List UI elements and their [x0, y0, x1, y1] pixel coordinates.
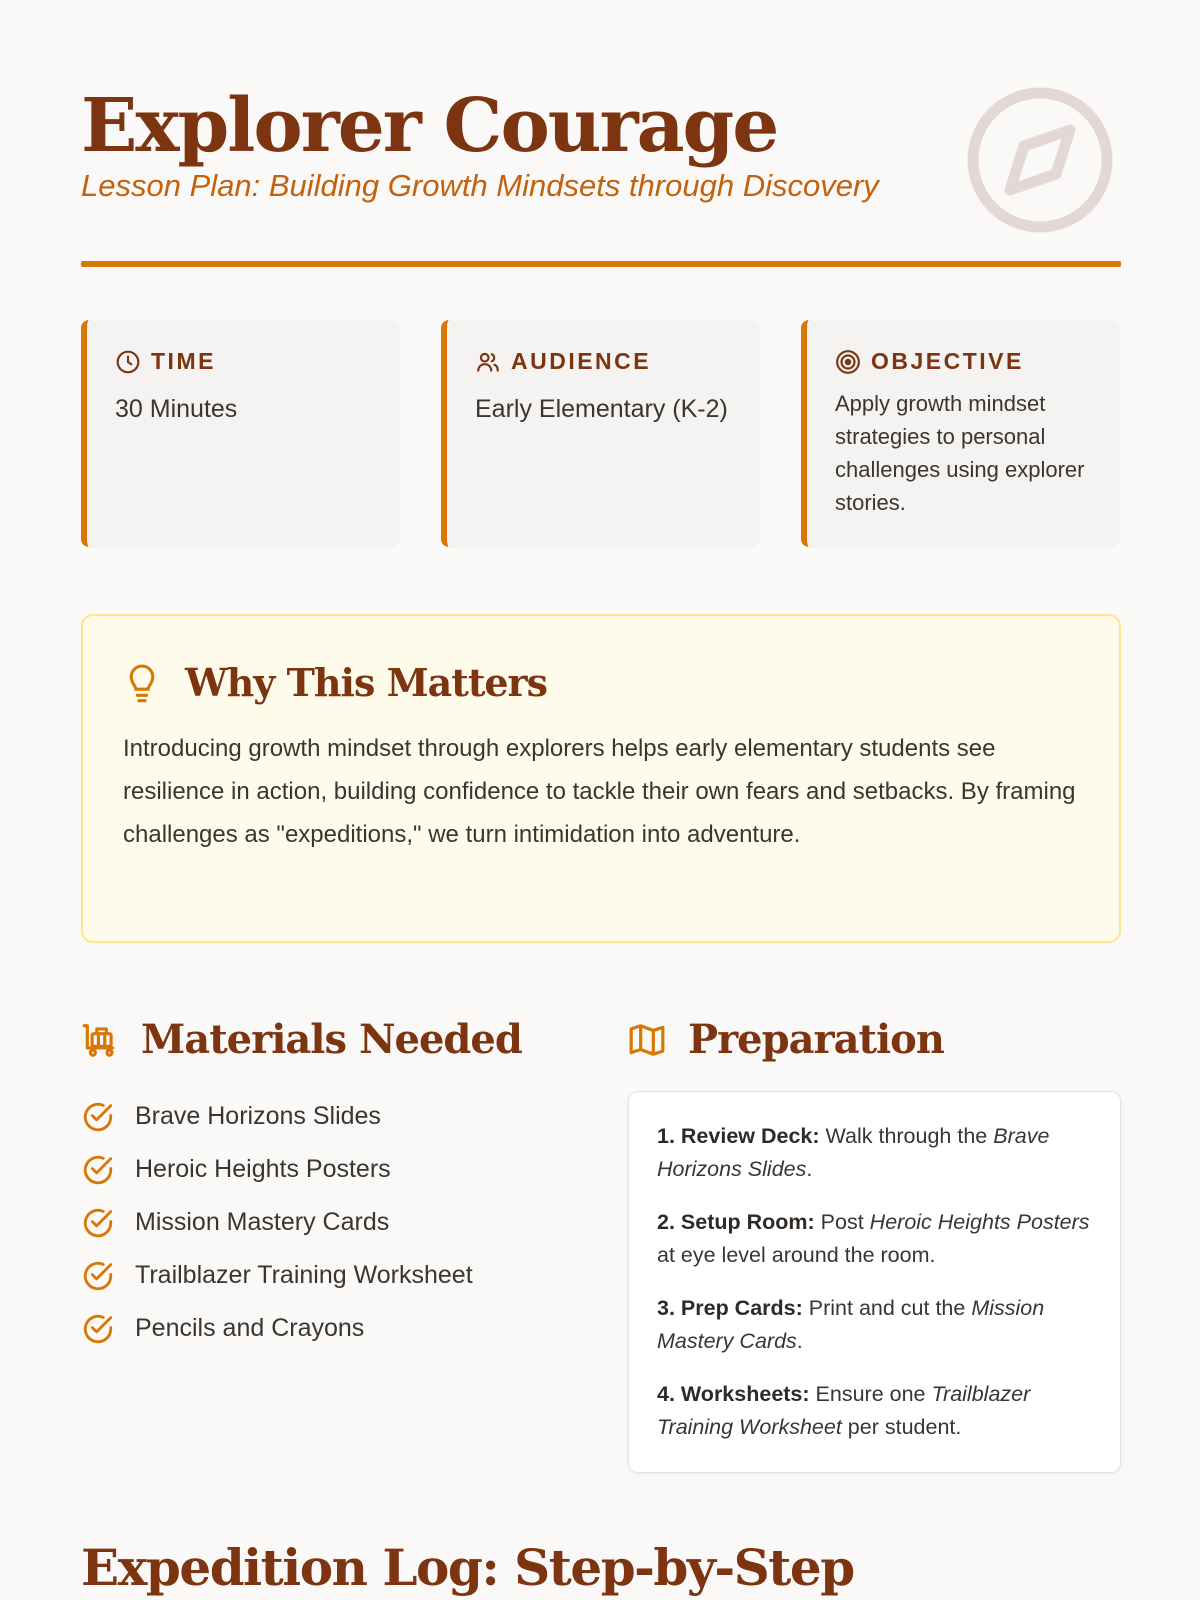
- check-circle-icon: [81, 1312, 115, 1346]
- list-item: Pencils and Crayons: [81, 1302, 561, 1355]
- card-value: Apply growth mindset strategies to personal challenges using explorer stories.: [835, 391, 1085, 515]
- card-value: 30 Minutes: [115, 395, 238, 423]
- header-divider: [81, 261, 1121, 267]
- list-item: Mission Mastery Cards: [81, 1196, 561, 1249]
- why-callout: [81, 614, 1121, 943]
- preparation-title: Preparation: [688, 1016, 944, 1063]
- preparation-card: [628, 1091, 1121, 1473]
- check-circle-icon: [81, 1206, 115, 1240]
- page-subtitle: Lesson Plan: Building Growth Mindsets through Discovery: [81, 168, 879, 203]
- materials-list: [81, 1090, 561, 1355]
- lightbulb-icon: [123, 663, 161, 703]
- check-circle-icon: [81, 1100, 115, 1134]
- prep-step: 1. Review Deck: Walk through the Brave Horizons Slides.: [657, 1124, 1050, 1181]
- list-item: Trailblazer Training Worksheet: [81, 1249, 561, 1302]
- info-card-time: [81, 320, 400, 547]
- card-label: TIME: [151, 348, 216, 374]
- info-card-audience: [441, 320, 760, 547]
- card-value: Early Elementary (K-2): [475, 395, 728, 423]
- luggage-cart-icon: [81, 1021, 119, 1059]
- check-circle-icon: [81, 1153, 115, 1187]
- target-icon: [835, 349, 861, 375]
- list-item: Heroic Heights Posters: [81, 1143, 561, 1196]
- prep-step: 4. Worksheets: Ensure one Trailblazer Training Worksheet per student.: [657, 1382, 1031, 1439]
- why-text: Introducing growth mindset through explorers helps early elementary students see resilience in action, building confidence to tackle their own fears and setbacks. By framing challenges as "expeditions," we turn intimidation into adventure.: [123, 735, 1076, 848]
- prep-step: 2. Setup Room: Post Heroic Heights Posters at eye level around the room.: [657, 1210, 1090, 1267]
- compass-icon: [966, 86, 1114, 234]
- page-header: [81, 78, 1121, 204]
- preparation-heading: [628, 1016, 944, 1063]
- prep-step: 3. Prep Cards: Print and cut the Mission Mastery Cards.: [657, 1296, 1045, 1353]
- users-icon: [475, 349, 501, 375]
- map-icon: [628, 1021, 666, 1059]
- expedition-log-title: Expedition Log: Step-by-Step: [81, 1538, 854, 1597]
- card-label: OBJECTIVE: [871, 348, 1024, 374]
- list-item: Brave Horizons Slides: [81, 1090, 561, 1143]
- info-card-objective: [801, 320, 1120, 547]
- page-title: Explorer Courage: [81, 83, 778, 169]
- check-circle-icon: [81, 1259, 115, 1293]
- materials-heading: [81, 1016, 522, 1063]
- materials-title: Materials Needed: [141, 1016, 522, 1063]
- why-title: Why This Matters: [185, 660, 547, 705]
- card-label: AUDIENCE: [511, 348, 652, 374]
- clock-icon: [115, 349, 141, 375]
